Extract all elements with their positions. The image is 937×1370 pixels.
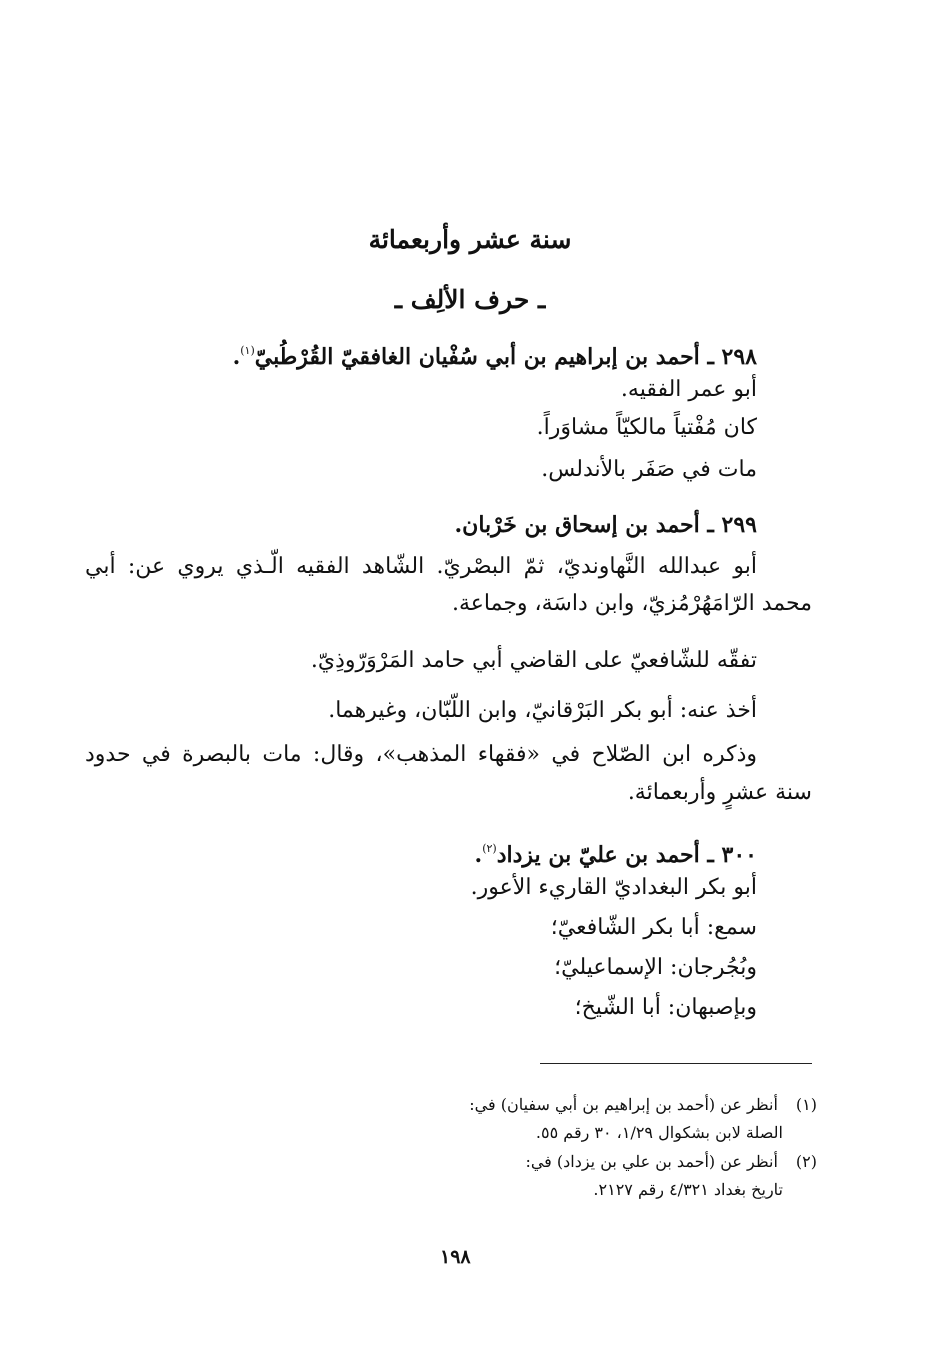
- entry-300-line: سمع: أبا بكر الشّافعيّ؛: [550, 915, 757, 940]
- entry-300-title: [475, 834, 757, 870]
- footnote-number: (٢): [795, 1152, 817, 1171]
- entry-title-end: .: [232, 344, 241, 370]
- footnote-1-line: الصلة لابن بشكوال ١/٢٩، ٣٠ رقم ٥٥.: [535, 1123, 783, 1142]
- footnote-2-line: تاريخ بغداد ٤/٣٢١ رقم ٢١٢٧.: [593, 1180, 783, 1199]
- footnote-text: أنظر عن (أحمد بن علي بن يزداد) في:: [525, 1152, 778, 1171]
- entry-298-line: كان مُفْتياً مالكيّاً مشاوَراً.: [536, 415, 757, 440]
- section-heading: ـ حرف الألِف ـ: [394, 285, 546, 314]
- year-heading: سنة عشر وأربعمائة: [368, 225, 572, 254]
- entry-298-title: [233, 336, 757, 372]
- entry-299-line: تفقّه للشّافعيّ على القاضي أبي حامد المَرْوَرّوذِيّ.: [310, 648, 757, 673]
- entry-298-line: أبو عمر الفقيه.: [620, 377, 757, 402]
- footnote-ref-2: (٢): [482, 842, 497, 855]
- footnote-2: [525, 1151, 817, 1173]
- page-number: ١٩٨: [440, 1246, 471, 1268]
- footnote-separator: [540, 1063, 812, 1064]
- entry-299-line: وذكره ابن الصّلاح في «فقهاء المذهب»، وقال: مات بالبصرة في حدود: [85, 742, 757, 767]
- entry-title-text: ٢٩٨ ـ أحمد بن إبراهيم بن أبي سُفْيان الغافقيّ القُرْطُبيّ: [254, 344, 757, 370]
- entry-title-end: .: [474, 842, 483, 868]
- entry-299-line: سنة عشرٍ وأربعمائة.: [627, 780, 812, 805]
- entry-299-line: أخذ عنه: أبو بكر البَرْقانيّ، وابن اللّبّان، وغيرهما.: [328, 698, 757, 723]
- footnote-number: (١): [795, 1095, 817, 1114]
- entry-300-line: وبُجُرجان: الإسماعيليّ؛: [554, 955, 757, 980]
- footnote-ref-1: (١): [240, 344, 255, 357]
- entry-300-line: أبو بكر البغداديّ القاريء الأعور.: [470, 875, 757, 900]
- entry-299-title: ٢٩٩ ـ أحمد بن إسحاق بن خَرْبان.: [454, 512, 757, 538]
- entry-300-line: وبإصبهان: أبا الشّيخ؛: [574, 995, 757, 1020]
- entry-299-line: محمد الرّامَهُرْمُزيّ، وابن داسَة، وجماعة.: [451, 591, 812, 616]
- entry-298-line: مات في صَفَر بالأندلس.: [541, 457, 757, 482]
- footnote-text: أنظر عن (أحمد بن إبراهيم بن أبي سفيان) في:: [469, 1095, 778, 1114]
- entry-title-text: ٣٠٠ ـ أحمد بن عليّ بن يزداد: [496, 842, 757, 868]
- entry-299-line: أبو عبدالله النَّهاونديّ، ثمّ البصْريّ. الشّاهد الفقيه الّـذي يروي عن: أبي: [85, 554, 757, 579]
- footnote-1: [469, 1094, 817, 1116]
